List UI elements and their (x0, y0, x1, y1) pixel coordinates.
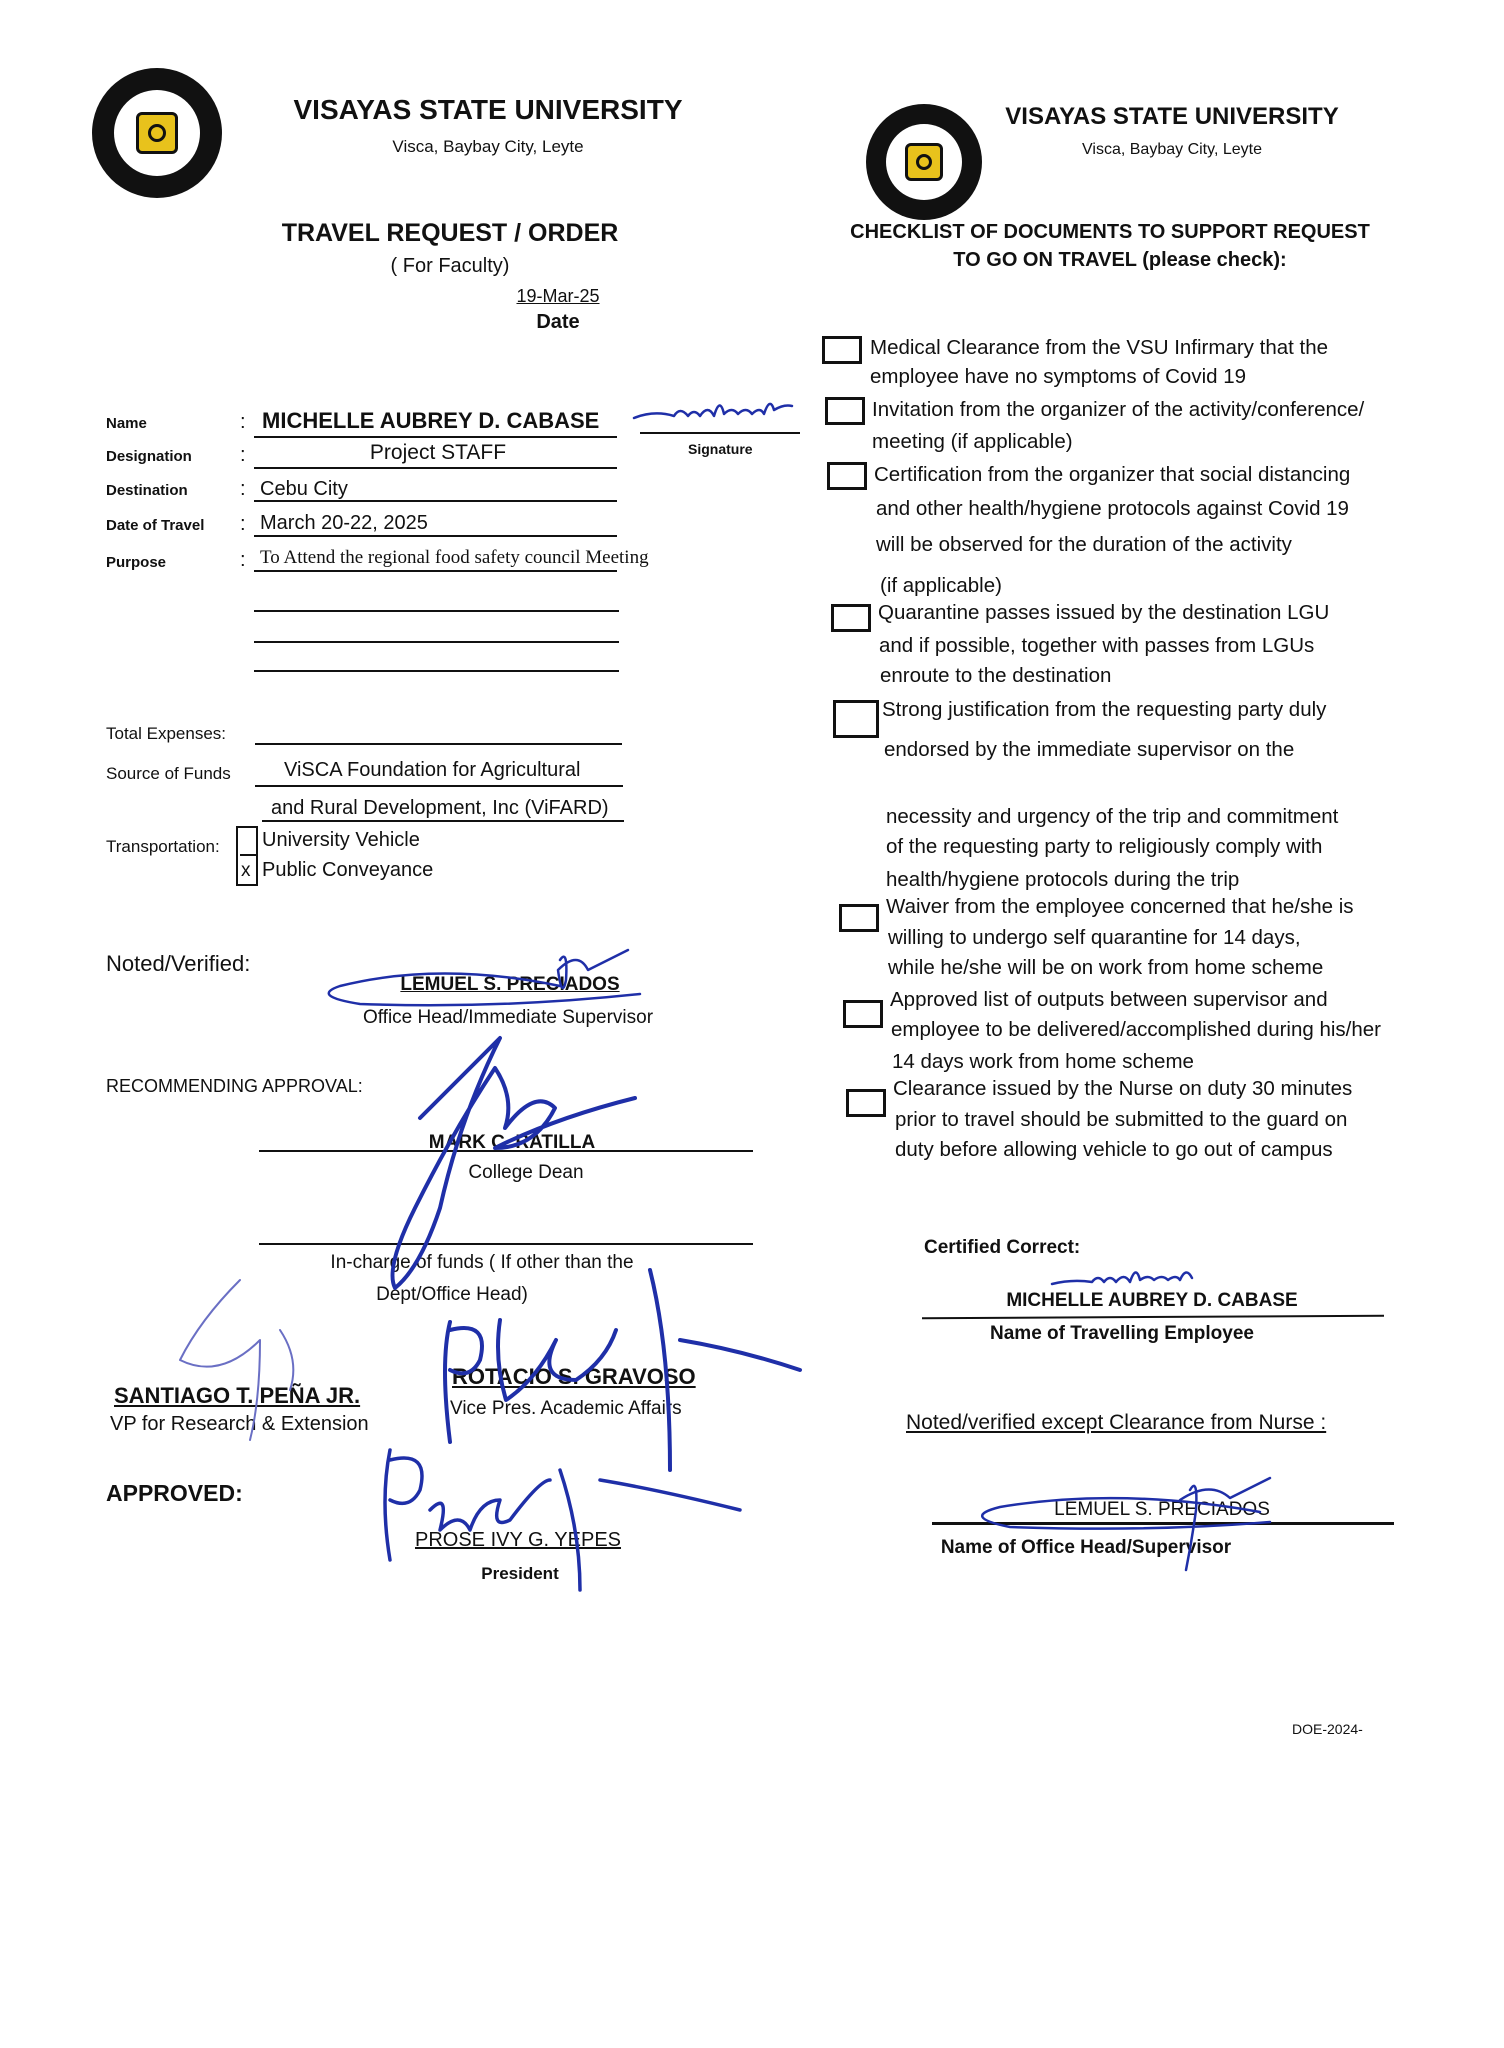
checklist-item-text: Invitation from the organizer of the activity/conference/ (872, 398, 1365, 421)
name-value: MICHELLE AUBREY D. CABASE (262, 408, 600, 433)
purpose-blank-line (254, 610, 619, 612)
source-underline-1 (255, 785, 623, 787)
supervisor-signature-line (932, 1522, 1394, 1525)
source-of-funds-value-1: ViSCA Foundation for Agricultural (284, 759, 581, 781)
supervisor-name: LEMUEL S. PRECIADOS (1054, 1499, 1270, 1520)
colon: : (240, 478, 246, 500)
noted-name: LEMUEL S. PRECIADOS (400, 974, 620, 995)
certified-correct-label: Certified Correct: (924, 1237, 1081, 1258)
form-title: TRAVEL REQUEST / ORDER (281, 219, 619, 247)
signature-certified (1052, 1272, 1192, 1284)
university-address: Visca, Baybay City, Leyte (392, 137, 584, 156)
employee-name: MICHELLE AUBREY D. CABASE (1006, 1290, 1298, 1311)
checkbox-public-conveyance[interactable]: x (241, 860, 251, 881)
funds-title-2: Dept/Office Head) (376, 1284, 528, 1305)
checklist-item-text: Quarantine passes issued by the destination LGU (878, 601, 1330, 624)
option-university-vehicle: University Vehicle (262, 829, 420, 851)
colon: : (240, 513, 246, 535)
total-expenses-underline (255, 743, 622, 745)
form-subtitle: ( For Faculty) (390, 255, 510, 277)
vp-research-name: SANTIAGO T. PEÑA JR. (114, 1383, 361, 1408)
checklist-item-text: willing to undergo self quarantine for 14 days, (888, 926, 1301, 949)
checklist-item-text: Clearance issued by the Nurse on duty 30 minutes (893, 1077, 1353, 1100)
university-address-right: Visca, Baybay City, Leyte (1082, 141, 1262, 158)
university-seal-right (866, 104, 982, 220)
signature-line (640, 432, 800, 434)
destination-underline (254, 500, 617, 502)
checklist-item-text: will be observed for the duration of the activity (876, 533, 1292, 556)
checklist-checkbox[interactable] (827, 462, 867, 490)
checklist-item-text: Medical Clearance from the VSU Infirmary that the (870, 336, 1329, 359)
signature-label: Signature (688, 441, 753, 457)
university-seal-left (92, 68, 222, 198)
dean-title: College Dean (468, 1162, 584, 1183)
checklist-item-text: Waiver from the employee concerned that he/she is (886, 895, 1354, 918)
checklist-item-text: of the requesting party to religiously comply with (886, 835, 1323, 858)
checklist-item-text: employee have no symptoms of Covid 19 (870, 365, 1247, 388)
checklist-item-text: endorsed by the immediate supervisor on the (884, 738, 1295, 761)
checklist-item-text: and other health/hygiene protocols against Covid 19 (876, 497, 1349, 520)
date-of-travel-label: Date of Travel (106, 517, 205, 534)
designation-label: Designation (106, 448, 192, 465)
date-of-travel-value: March 20-22, 2025 (260, 512, 428, 534)
designation-underline (254, 467, 617, 469)
president-name: PROSE IVY G. YEPES (414, 1529, 622, 1551)
name-underline (254, 436, 617, 438)
vp-academic-title: Vice Pres. Academic Affairs (450, 1398, 682, 1419)
checklist-item-text: prior to travel should be submitted to the guard on (895, 1108, 1348, 1131)
noted-verified-label: Noted/Verified: (106, 951, 251, 976)
checklist-checkbox[interactable] (825, 397, 865, 425)
signature-applicant (634, 404, 792, 418)
option-public-conveyance: Public Conveyance (262, 859, 434, 881)
checklist-checkbox[interactable] (822, 336, 862, 364)
date-value: 19-Mar-25 (516, 286, 600, 306)
funds-title-1: In-charge of funds ( If other than the (330, 1252, 634, 1273)
university-name-right: VISAYAS STATE UNIVERSITY (1005, 103, 1339, 130)
checklist-checkbox[interactable] (839, 904, 879, 932)
date-label: Date (536, 311, 580, 333)
president-title: President (481, 1564, 559, 1583)
employee-title: Name of Travelling Employee (990, 1323, 1254, 1344)
checklist-item-text: necessity and urgency of the trip and commitment (886, 805, 1339, 828)
checklist-item-text: enroute to the destination (880, 664, 1112, 687)
checkbox-university-vehicle[interactable] (240, 830, 256, 856)
source-underline-2 (262, 820, 624, 822)
vp-research-title: VP for Research & Extension (110, 1413, 369, 1435)
checklist-item-text: employee to be delivered/accomplished during his/her (891, 1018, 1382, 1041)
dean-name: MARK C. RATILLA (428, 1132, 596, 1153)
destination-label: Destination (106, 482, 188, 499)
date-of-travel-underline (254, 535, 617, 537)
source-of-funds-value-2: and Rural Development, Inc (ViFARD) (271, 797, 609, 819)
purpose-underline (254, 570, 617, 572)
approved-label: APPROVED: (106, 1480, 243, 1506)
checklist-checkbox[interactable] (846, 1089, 886, 1117)
purpose-blank-line (254, 670, 619, 672)
employee-signature-line (922, 1315, 1384, 1319)
purpose-blank-line (254, 641, 619, 643)
checklist-item-text: and if possible, together with passes from LGUs (879, 634, 1315, 657)
source-of-funds-label: Source of Funds (106, 764, 231, 783)
checklist-item-text: while he/she will be on work from home scheme (888, 956, 1324, 979)
recommending-approval-label: RECOMMENDING APPROVAL: (106, 1076, 363, 1096)
purpose-label: Purpose (106, 554, 167, 571)
form-code: DOE-2024- (1292, 1721, 1363, 1737)
checklist-item-text: (if applicable) (880, 574, 1002, 597)
noted-title: Office Head/Immediate Supervisor (362, 1007, 654, 1028)
purpose-value: To Attend the regional food safety council Meeting (260, 547, 649, 568)
checklist-title: TO GO ON TRAVEL (please check): (953, 249, 1287, 271)
colon: : (240, 549, 246, 571)
checklist-item-text: meeting (if applicable) (872, 430, 1073, 453)
checklist-checkbox[interactable] (833, 700, 879, 738)
transportation-label: Transportation: (106, 837, 220, 856)
name-label: Name (106, 415, 147, 432)
supervisor-title: Name of Office Head/Supervisor (940, 1537, 1232, 1558)
checklist-title: CHECKLIST OF DOCUMENTS TO SUPPORT REQUEST (850, 221, 1370, 243)
university-name: VISAYAS STATE UNIVERSITY (293, 94, 683, 125)
checklist-item-text: Approved list of outputs between supervisor and (890, 988, 1328, 1011)
checklist-item-text: health/hygiene protocols during the trip (886, 868, 1240, 891)
total-expenses-label: Total Expenses: (106, 724, 227, 743)
checklist-item-text: 14 days work from home scheme (892, 1050, 1194, 1073)
vp-academic-name: ROTACIO S. GRAVOSO (452, 1364, 696, 1389)
designation-value: Project STAFF (369, 441, 507, 464)
destination-value: Cebu City (260, 478, 348, 500)
noted-except-label: Noted/verified except Clearance from Nurse : (906, 1411, 1327, 1434)
checklist-item-text: Strong justification from the requesting party duly (882, 698, 1327, 721)
colon: : (240, 444, 246, 466)
checklist-item-text: duty before allowing vehicle to go out of campus (895, 1138, 1333, 1161)
dean-signature-line (259, 1150, 753, 1152)
checklist-checkbox[interactable] (843, 1000, 883, 1028)
funds-signature-line (259, 1243, 753, 1245)
checklist-item-text: Certification from the organizer that social distancing (874, 463, 1351, 486)
colon: : (240, 411, 246, 433)
signature-president (385, 1450, 740, 1590)
checklist-checkbox[interactable] (831, 604, 871, 632)
